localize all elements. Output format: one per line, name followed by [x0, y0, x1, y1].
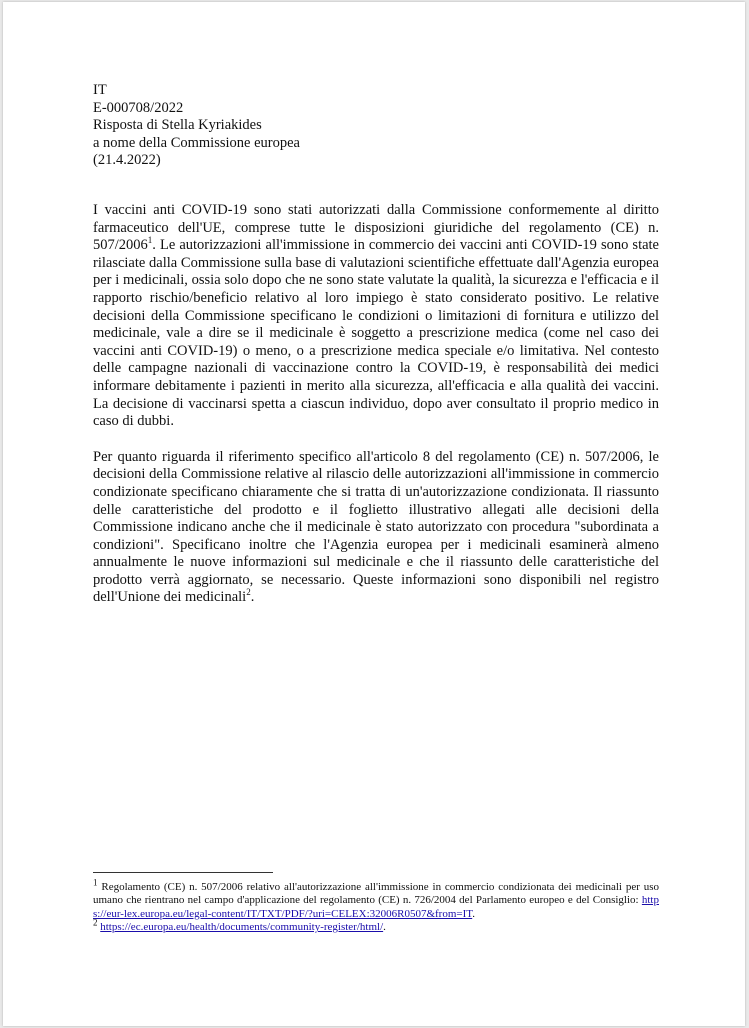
footnote-1-link[interactable]: https://eur-lex.europa.eu/legal-content/IT/TXT/PDF/?uri=CELEX:32006R0507&from=IT [93, 894, 659, 920]
paragraph-2-text-a: Per quanto riguarda il riferimento specifico all'articolo 8 del regolamento (CE) n. 507/2006, le decisioni della Commissione relative al rilascio delle autorizzazioni all'immissione in commercio condizionate specificano chiaramente che si tratta di un'autorizzazione condizionata. Il riassunto delle caratteristiche del prodotto e il foglietto illustrativo allegati alle decisioni della Commissione indicano anche che il medicinale è stato autorizzato con procedura "subordinata a condizioni". Specificano inoltre che l'Agenzia europea per i medicinali esaminerà almeno annualmente le nuove informazioni sul medicinale e che il riassunto delle caratteristiche del prodotto verrà aggiornato, se necessario. Queste informazioni sono disponibili nel registro dell'Unione dei medicinali [93, 448, 659, 606]
document-body [93, 202, 659, 625]
paragraph-1-text-a: I vaccini anti COVID-19 sono stati autorizzati dalla Commissione conformemente al diritto farmaceutico dell'UE, comprese tutte le disposizioni giuridiche del regolamento (CE) n. 507/2006 [93, 202, 659, 254]
answer-institution: a nome della Commissione europea [93, 134, 300, 151]
footnote-1-text: Regolamento (CE) n. 507/2006 relativo all'autorizzazione all'immissione in commercio condizionata dei medicinali per uso umano che rientrano nel campo d'applicazione del regolamento (CE) n. 726/2004 del Parlamento europeo e del Consiglio: [93, 881, 660, 907]
document-header [93, 82, 300, 170]
footnote-2-end: . [383, 921, 386, 934]
footnote-1 [93, 877, 660, 921]
paragraph-2 [93, 449, 659, 607]
footnote-2-number: 2 [93, 917, 98, 928]
footnote-2 [93, 917, 659, 934]
footnote-separator [93, 872, 273, 873]
paragraph-2-text-b: . [250, 589, 255, 606]
language-code: IT [93, 82, 107, 98]
question-reference: E-000708/2022 [93, 99, 184, 116]
paragraph-1-text-b: . Le autorizzazioni all'immissione in commercio dei vaccini anti COVID-19 sono state rilasciate dalla Commissione sulla base di valutazioni scientifiche effettuate dall'Agenzia europea per i medicinali, ossia solo dopo che ne sono state valutate la qualità, la sicurezza e l'efficacia e il rapporto rischio/beneficio relativo al loro impiego è stato considerato positivo. Le relative decisioni della Commissione specificano le condizioni o limitazioni di fornitura e utilizzo del medicinale, vale a dire se il medicinale è soggetto a prescrizione medica (come nel caso dei vaccini anti COVID-19) o meno, o a prescrizione medica speciale e/o limitativa. Nel contesto delle campagne nazionali di vaccinazione contro la COVID-19, è responsabilità dei medici informare debitamente i pazienti in merito alla sicurezza, all'efficacia e alla qualità dei vaccini. La decisione di vaccinarsi spetta a ciascun individuo, dopo aver consultato il proprio medico in caso di dubbi. [93, 237, 659, 430]
footnote-ref-1[interactable]: 1 [147, 235, 153, 246]
footnote-1-end: . [472, 907, 475, 920]
document-page [3, 2, 745, 1026]
paragraph-1 [93, 202, 659, 431]
answer-date: (21.4.2022) [93, 152, 161, 169]
footnote-2-link[interactable]: https://ec.europa.eu/health/documents/community-register/html/ [100, 921, 384, 934]
footnote-ref-2[interactable]: 2 [246, 587, 251, 598]
answer-author: Risposta di Stella Kyriakides [93, 117, 262, 134]
footnotes [93, 877, 660, 935]
footnote-1-number: 1 [93, 877, 98, 888]
